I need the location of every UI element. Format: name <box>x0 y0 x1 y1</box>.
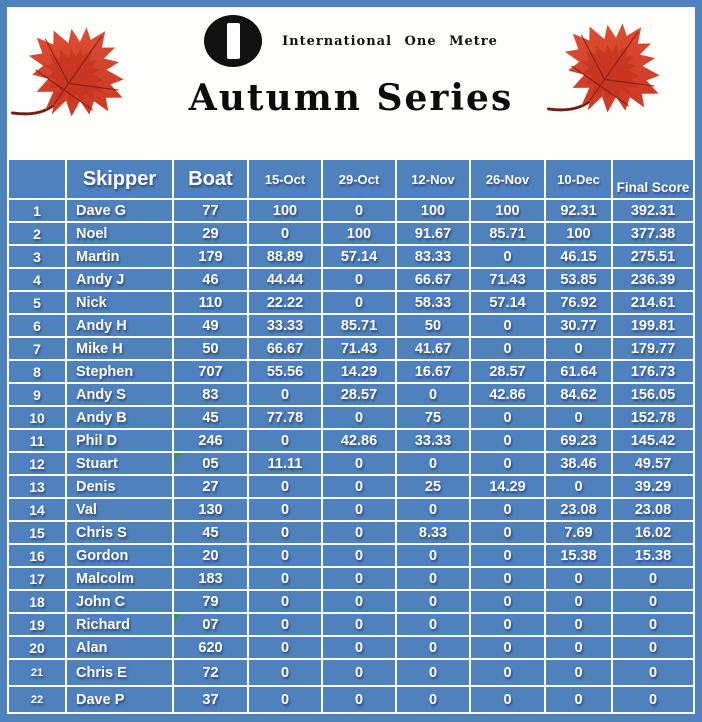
rank-cell: 19 <box>9 614 65 635</box>
score-cell: 77.78 <box>249 407 321 428</box>
score-cell: 0 <box>397 453 469 474</box>
boat-cell: 110 <box>174 292 247 313</box>
column-header-26-nov: 26-Nov <box>471 160 544 198</box>
score-cell: 0 <box>397 591 469 612</box>
skipper-cell: Stuart <box>67 453 172 474</box>
boat-cell: 45 <box>174 407 247 428</box>
column-header-boat: Boat <box>174 160 247 198</box>
score-cell: 0 <box>323 200 395 221</box>
score-cell: 0 <box>249 476 321 497</box>
final-score-cell: 0 <box>613 687 693 712</box>
score-cell: 0 <box>471 545 544 566</box>
skipper-cell: Gordon <box>67 545 172 566</box>
score-cell: 100 <box>397 200 469 221</box>
skipper-cell: Alan <box>67 637 172 658</box>
boat-cell: 07 <box>174 614 247 635</box>
score-cell: 100 <box>323 223 395 244</box>
score-cell: 66.67 <box>397 269 469 290</box>
boat-cell: 79 <box>174 591 247 612</box>
final-score-cell: 49.57 <box>613 453 693 474</box>
score-cell: 25 <box>397 476 469 497</box>
corner-header-cell <box>9 160 65 198</box>
class-logo-row <box>7 15 695 67</box>
rank-cell: 4 <box>9 269 65 290</box>
boat-cell: 620 <box>174 637 247 658</box>
score-cell: 84.62 <box>546 384 611 405</box>
score-cell: 0 <box>546 687 611 712</box>
score-cell: 0 <box>397 660 469 685</box>
score-cell: 57.14 <box>323 246 395 267</box>
score-cell: 0 <box>323 407 395 428</box>
score-cell: 0 <box>471 614 544 635</box>
score-cell: 30.77 <box>546 315 611 336</box>
boat-cell: 246 <box>174 430 247 451</box>
score-cell: 55.56 <box>249 361 321 382</box>
final-score-cell: 145.42 <box>613 430 693 451</box>
score-cell: 0 <box>397 545 469 566</box>
final-score-cell: 392.31 <box>613 200 693 221</box>
score-cell: 0 <box>546 407 611 428</box>
score-cell: 76.92 <box>546 292 611 313</box>
skipper-cell: Nick <box>67 292 172 313</box>
skipper-cell: Noel <box>67 223 172 244</box>
score-cell: 0 <box>249 499 321 520</box>
score-cell: 0 <box>471 568 544 589</box>
score-cell: 92.31 <box>546 200 611 221</box>
final-score-cell: 0 <box>613 637 693 658</box>
skipper-cell: John C <box>67 591 172 612</box>
score-cell: 11.11 <box>249 453 321 474</box>
score-cell: 66.67 <box>249 338 321 359</box>
rank-cell: 8 <box>9 361 65 382</box>
score-cell: 42.86 <box>323 430 395 451</box>
score-cell: 0 <box>397 687 469 712</box>
boat-cell: 77 <box>174 200 247 221</box>
score-cell: 0 <box>249 430 321 451</box>
score-cell: 16.67 <box>397 361 469 382</box>
score-cell: 0 <box>546 637 611 658</box>
column-header-29-oct: 29-Oct <box>323 160 395 198</box>
score-cell: 0 <box>471 246 544 267</box>
skipper-cell: Martin <box>67 246 172 267</box>
score-cell: 0 <box>471 453 544 474</box>
column-header-10-dec: 10-Dec <box>546 160 611 198</box>
skipper-cell: Andy B <box>67 407 172 428</box>
score-cell: 0 <box>323 269 395 290</box>
skipper-cell: Mike H <box>67 338 172 359</box>
skipper-cell: Val <box>67 499 172 520</box>
rank-cell: 21 <box>9 660 65 685</box>
score-cell: 71.43 <box>471 269 544 290</box>
score-cell: 53.85 <box>546 269 611 290</box>
final-score-cell: 15.38 <box>613 545 693 566</box>
score-cell: 85.71 <box>471 223 544 244</box>
score-cell: 0 <box>323 499 395 520</box>
score-cell: 0 <box>397 568 469 589</box>
score-cell: 0 <box>471 591 544 612</box>
score-cell: 88.89 <box>249 246 321 267</box>
score-cell: 100 <box>249 200 321 221</box>
column-header-final-score: Final Score <box>613 160 693 198</box>
score-cell: 14.29 <box>323 361 395 382</box>
final-score-cell: 16.02 <box>613 522 693 543</box>
score-cell: 38.46 <box>546 453 611 474</box>
boat-cell: 46 <box>174 269 247 290</box>
score-cell: 0 <box>546 660 611 685</box>
final-score-cell: 39.29 <box>613 476 693 497</box>
boat-cell: 130 <box>174 499 247 520</box>
score-cell: 46.15 <box>546 246 611 267</box>
score-cell: 57.14 <box>471 292 544 313</box>
score-cell: 0 <box>323 476 395 497</box>
score-cell: 0 <box>323 591 395 612</box>
series-title: Autumn Series <box>188 77 514 119</box>
score-cell: 0 <box>249 223 321 244</box>
rank-cell: 1 <box>9 200 65 221</box>
score-cell: 0 <box>471 522 544 543</box>
score-cell: 0 <box>397 499 469 520</box>
score-cell: 15.38 <box>546 545 611 566</box>
skipper-cell: Andy H <box>67 315 172 336</box>
final-score-cell: 236.39 <box>613 269 693 290</box>
score-cell: 69.23 <box>546 430 611 451</box>
score-cell: 22.22 <box>249 292 321 313</box>
rank-cell: 11 <box>9 430 65 451</box>
boat-cell: 183 <box>174 568 247 589</box>
score-cell: 14.29 <box>471 476 544 497</box>
boat-cell: 83 <box>174 384 247 405</box>
score-cell: 0 <box>471 637 544 658</box>
score-cell: 0 <box>323 522 395 543</box>
rank-cell: 20 <box>9 637 65 658</box>
score-cell: 100 <box>546 223 611 244</box>
boat-cell: 49 <box>174 315 247 336</box>
score-cell: 0 <box>546 338 611 359</box>
skipper-cell: Chris E <box>67 660 172 685</box>
score-cell: 28.57 <box>471 361 544 382</box>
score-cell: 0 <box>397 384 469 405</box>
rank-cell: 5 <box>9 292 65 313</box>
skipper-cell: Dave P <box>67 687 172 712</box>
score-cell: 0 <box>397 637 469 658</box>
score-cell: 0 <box>397 614 469 635</box>
class-name-text: International One Metre <box>282 33 498 49</box>
score-cell: 71.43 <box>323 338 395 359</box>
score-cell: 0 <box>323 545 395 566</box>
score-cell: 0 <box>249 660 321 685</box>
boat-cell: 72 <box>174 660 247 685</box>
number-stored-as-text-flag-icon <box>174 614 181 621</box>
rank-cell: 16 <box>9 545 65 566</box>
rank-cell: 12 <box>9 453 65 474</box>
score-cell: 8.33 <box>397 522 469 543</box>
final-score-cell: 275.51 <box>613 246 693 267</box>
score-cell: 0 <box>471 499 544 520</box>
score-cell: 0 <box>546 568 611 589</box>
score-cell: 0 <box>471 338 544 359</box>
final-score-cell: 0 <box>613 568 693 589</box>
score-cell: 0 <box>249 614 321 635</box>
final-score-cell: 23.08 <box>613 499 693 520</box>
score-cell: 0 <box>471 430 544 451</box>
boat-cell: 45 <box>174 522 247 543</box>
column-header-15-oct: 15-Oct <box>249 160 321 198</box>
boat-cell: 179 <box>174 246 247 267</box>
rank-cell: 18 <box>9 591 65 612</box>
score-cell: 0 <box>249 384 321 405</box>
score-cell: 50 <box>397 315 469 336</box>
score-cell: 0 <box>323 292 395 313</box>
results-table <box>7 158 695 714</box>
score-cell: 7.69 <box>546 522 611 543</box>
rank-cell: 15 <box>9 522 65 543</box>
skipper-cell: Stephen <box>67 361 172 382</box>
score-cell: 83.33 <box>397 246 469 267</box>
final-score-cell: 179.77 <box>613 338 693 359</box>
score-cell: 0 <box>249 687 321 712</box>
score-cell: 33.33 <box>397 430 469 451</box>
iom-logo-bar <box>227 23 240 59</box>
iom-class-logo-icon <box>204 15 262 67</box>
score-cell: 58.33 <box>397 292 469 313</box>
score-cell: 44.44 <box>249 269 321 290</box>
score-cell: 0 <box>249 637 321 658</box>
score-cell: 0 <box>323 660 395 685</box>
score-cell: 75 <box>397 407 469 428</box>
score-cell: 61.64 <box>546 361 611 382</box>
boat-cell: 05 <box>174 453 247 474</box>
score-cell: 0 <box>323 568 395 589</box>
final-score-cell: 176.73 <box>613 361 693 382</box>
boat-cell: 50 <box>174 338 247 359</box>
column-header-skipper: Skipper <box>67 160 172 198</box>
score-cell: 0 <box>249 545 321 566</box>
score-cell: 0 <box>471 660 544 685</box>
score-cell: 0 <box>323 614 395 635</box>
boat-cell: 29 <box>174 223 247 244</box>
score-cell: 28.57 <box>323 384 395 405</box>
score-cell: 0 <box>249 522 321 543</box>
rank-cell: 17 <box>9 568 65 589</box>
score-cell: 0 <box>249 568 321 589</box>
score-cell: 23.08 <box>546 499 611 520</box>
column-header-12-nov: 12-Nov <box>397 160 469 198</box>
score-cell: 0 <box>546 614 611 635</box>
score-cell: 0 <box>471 407 544 428</box>
header-banner <box>7 7 695 158</box>
score-cell: 0 <box>249 591 321 612</box>
skipper-cell: Andy J <box>67 269 172 290</box>
final-score-cell: 156.05 <box>613 384 693 405</box>
score-cell: 41.67 <box>397 338 469 359</box>
final-score-cell: 0 <box>613 591 693 612</box>
rank-cell: 10 <box>9 407 65 428</box>
boat-cell: 20 <box>174 545 247 566</box>
final-score-cell: 0 <box>613 614 693 635</box>
score-cell: 0 <box>323 453 395 474</box>
score-cell: 0 <box>323 687 395 712</box>
rank-cell: 2 <box>9 223 65 244</box>
final-score-cell: 0 <box>613 660 693 685</box>
skipper-cell: Andy S <box>67 384 172 405</box>
boat-cell: 37 <box>174 687 247 712</box>
rank-cell: 22 <box>9 687 65 712</box>
score-cell: 0 <box>471 687 544 712</box>
rank-cell: 3 <box>9 246 65 267</box>
rank-cell: 6 <box>9 315 65 336</box>
score-cell: 0 <box>546 476 611 497</box>
rank-cell: 7 <box>9 338 65 359</box>
rank-cell: 14 <box>9 499 65 520</box>
score-cell: 100 <box>471 200 544 221</box>
score-cell: 91.67 <box>397 223 469 244</box>
rank-cell: 13 <box>9 476 65 497</box>
skipper-cell: Denis <box>67 476 172 497</box>
rank-cell: 9 <box>9 384 65 405</box>
final-score-cell: 199.81 <box>613 315 693 336</box>
skipper-cell: Phil D <box>67 430 172 451</box>
final-score-cell: 152.78 <box>613 407 693 428</box>
skipper-cell: Chris S <box>67 522 172 543</box>
score-cell: 33.33 <box>249 315 321 336</box>
score-cell: 42.86 <box>471 384 544 405</box>
score-cell: 0 <box>546 591 611 612</box>
skipper-cell: Richard <box>67 614 172 635</box>
skipper-cell: Malcolm <box>67 568 172 589</box>
boat-cell: 707 <box>174 361 247 382</box>
final-score-cell: 214.61 <box>613 292 693 313</box>
number-stored-as-text-flag-icon <box>174 453 181 460</box>
score-cell: 0 <box>323 637 395 658</box>
final-score-cell: 377.38 <box>613 223 693 244</box>
boat-cell: 27 <box>174 476 247 497</box>
score-cell: 0 <box>471 315 544 336</box>
score-cell: 85.71 <box>323 315 395 336</box>
skipper-cell: Dave G <box>67 200 172 221</box>
